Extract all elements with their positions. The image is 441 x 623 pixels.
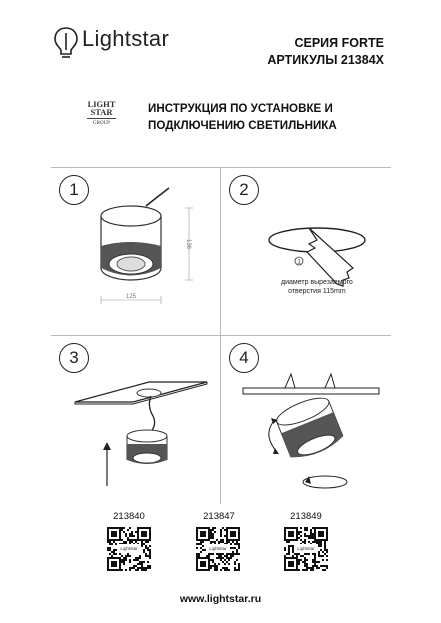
stamp-line-2: STAR bbox=[90, 107, 113, 117]
marker-label: 1 bbox=[297, 259, 301, 266]
brand-logo bbox=[52, 24, 192, 64]
stamp-line-3: GROUP bbox=[93, 121, 110, 126]
dim-height-label: 136 bbox=[185, 238, 191, 250]
series-line: СЕРИЯ FORTE bbox=[294, 36, 384, 50]
qr-brand-label: Lightstar bbox=[294, 544, 318, 553]
title-line-1: ИНСТРУКЦИЯ ПО УСТАНОВКЕ И bbox=[148, 102, 333, 115]
qr-code-3[interactable] bbox=[284, 527, 328, 571]
step-3 bbox=[51, 336, 221, 504]
cutout-note-line-2: отверстия 115mm bbox=[288, 288, 346, 295]
brand-name: Lightstar bbox=[82, 26, 170, 51]
qr-brand-label: Lightstar bbox=[206, 544, 230, 553]
step-number-2: 2 bbox=[229, 175, 259, 205]
step-4 bbox=[221, 336, 391, 504]
stamp-divider bbox=[87, 118, 116, 119]
qr-brand-label: Lightstar bbox=[117, 544, 141, 553]
group-stamp bbox=[79, 100, 124, 140]
title-line-2: ПОДКЛЮЧЕНИЮ СВЕТИЛЬНИКА bbox=[148, 119, 337, 132]
bulb-icon bbox=[52, 24, 82, 64]
step-number-4: 4 bbox=[229, 343, 259, 373]
step-number-1: 1 bbox=[59, 175, 89, 205]
step-2 bbox=[221, 168, 391, 336]
article-code-3: 213849 bbox=[290, 511, 322, 522]
step-number-3: 3 bbox=[59, 343, 89, 373]
page-title bbox=[148, 100, 337, 134]
article-code-2: 213847 bbox=[203, 511, 235, 522]
step-1 bbox=[51, 168, 221, 336]
qr-code-1[interactable] bbox=[107, 527, 151, 571]
qr-code-2[interactable] bbox=[196, 527, 240, 571]
cutout-note bbox=[281, 278, 353, 296]
dim-width-label: 125 bbox=[125, 294, 137, 300]
cutout-note-line-1: диаметр вырезаемого bbox=[281, 279, 353, 286]
series-info bbox=[267, 35, 384, 69]
website-link[interactable]: www.lightstar.ru bbox=[179, 593, 262, 605]
stamp-line-1: LIGHT bbox=[87, 99, 116, 109]
articles-line: АРТИКУЛЫ 21384X bbox=[267, 53, 384, 67]
installation-steps bbox=[51, 167, 391, 504]
article-code-1: 213840 bbox=[113, 511, 145, 522]
